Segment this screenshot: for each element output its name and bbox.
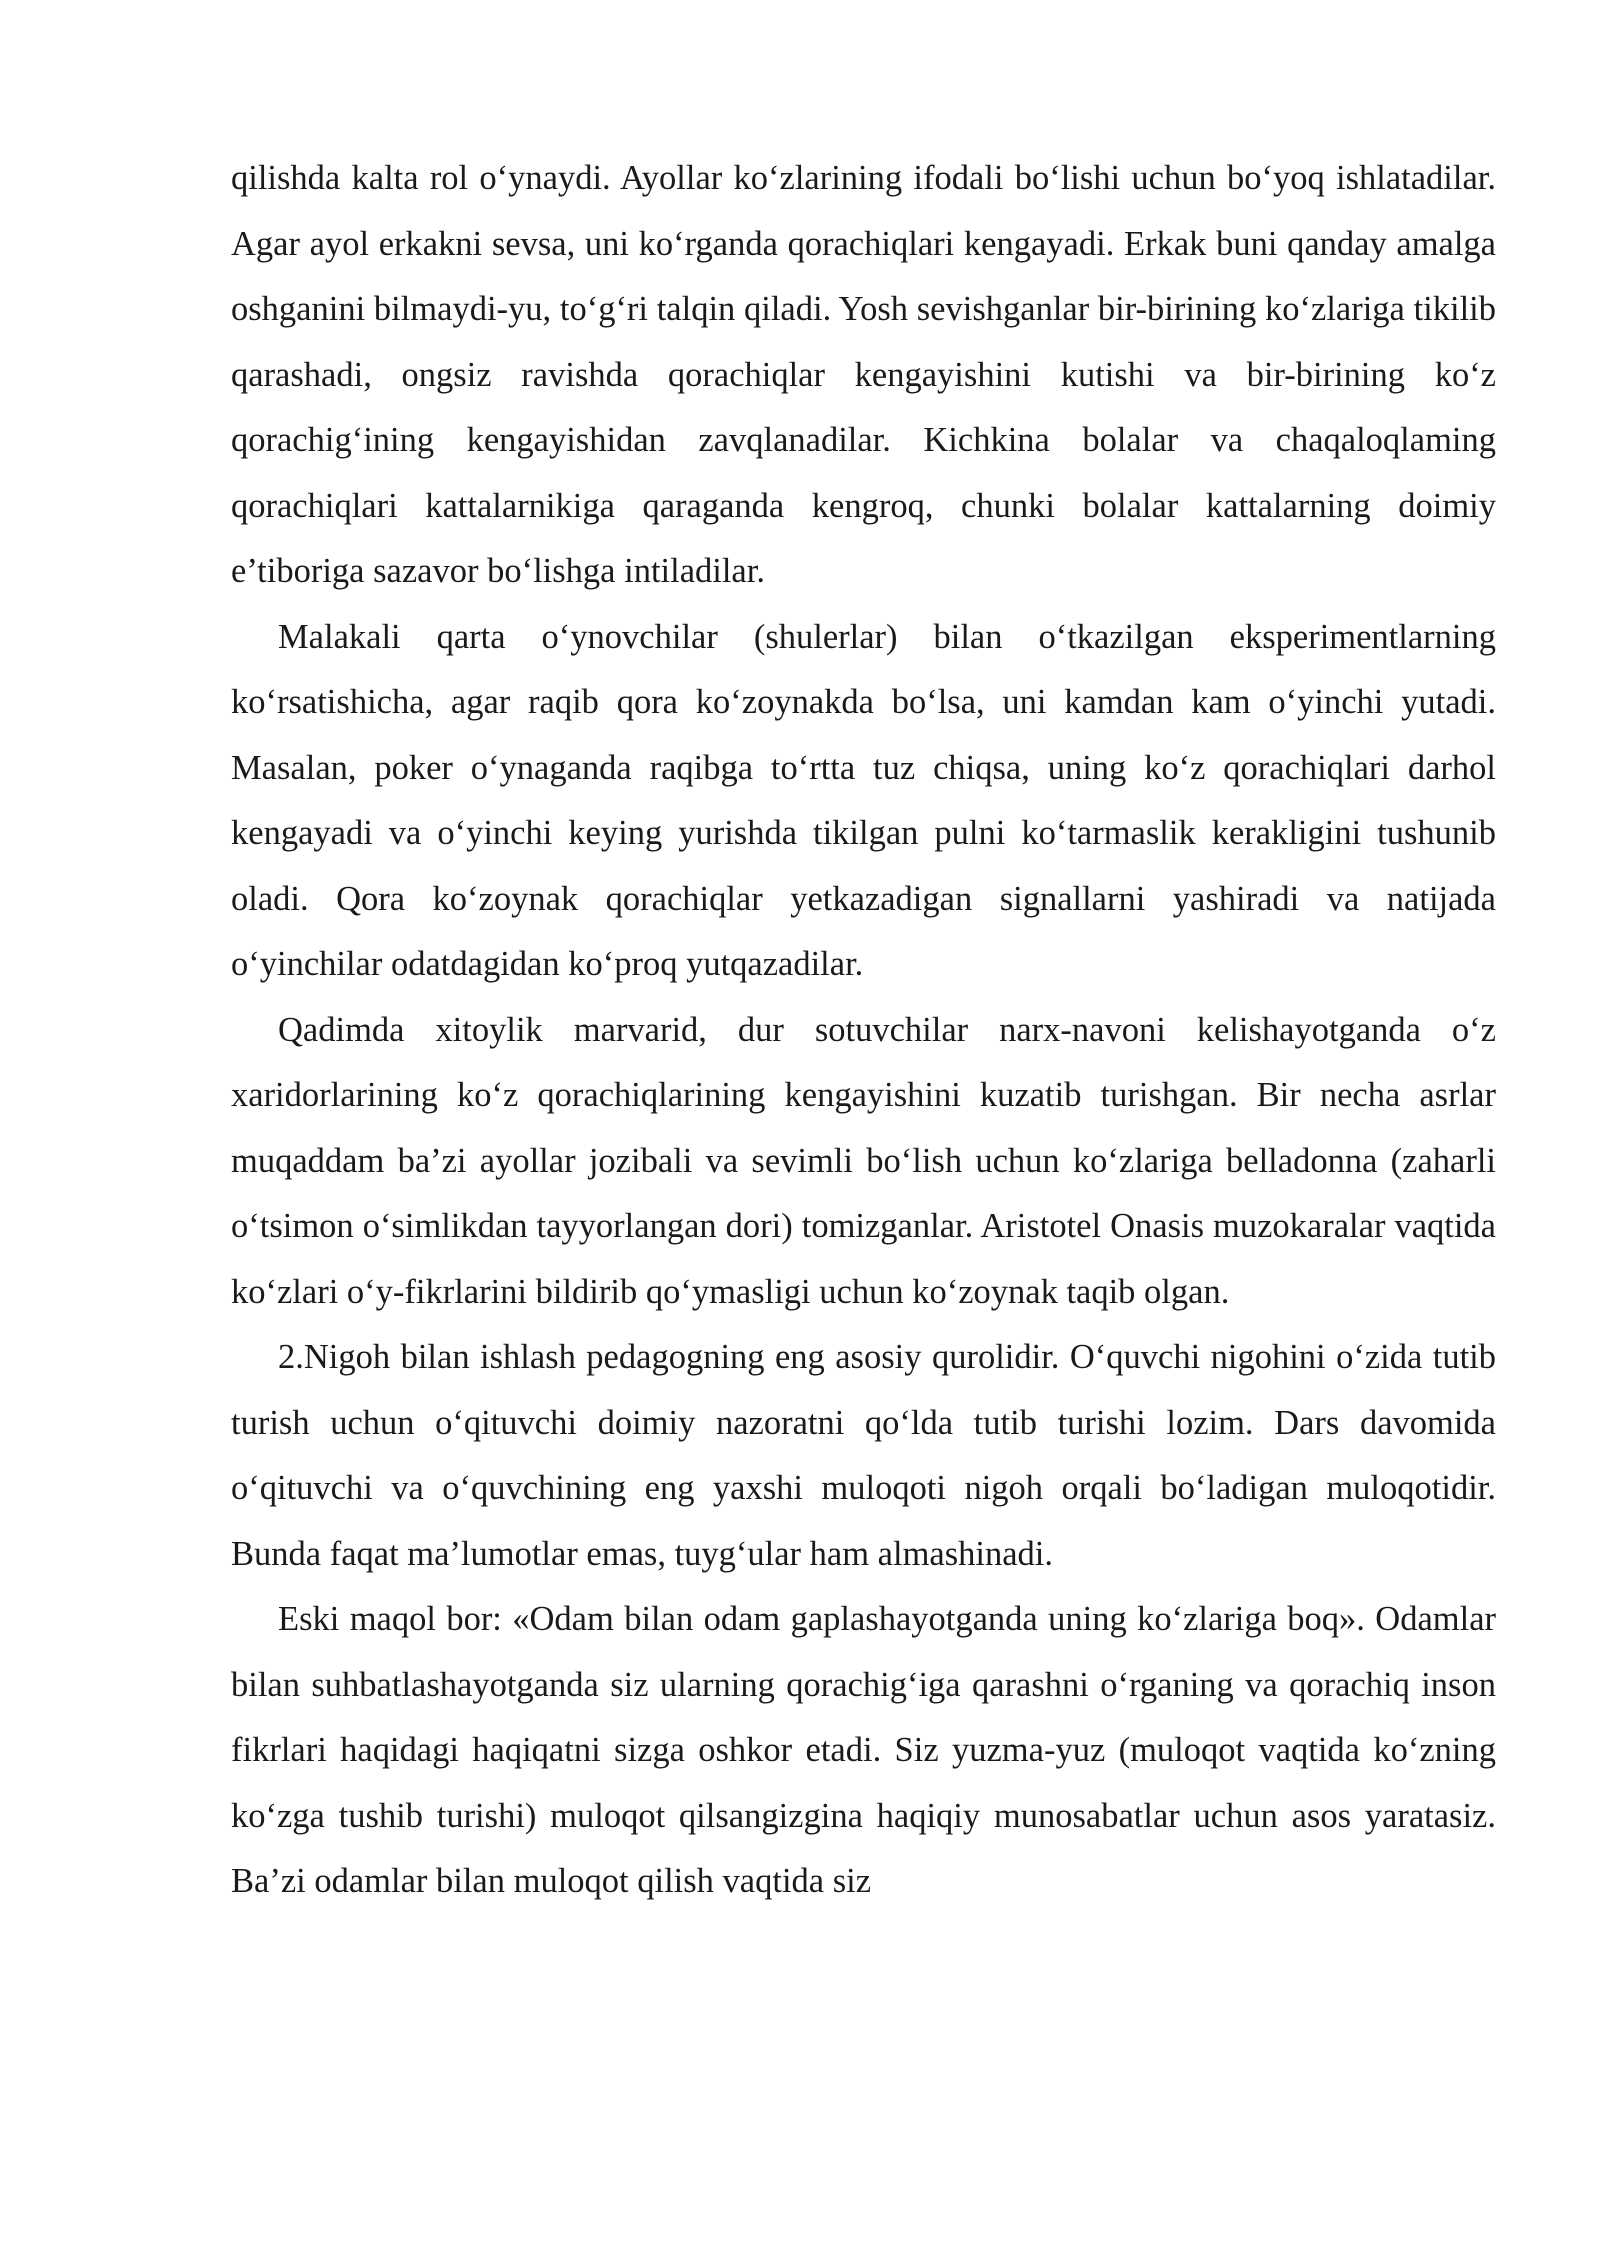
paragraph-4: 2.Nigoh bilan ishlash pedagogning eng asosiy qurolidir. O‘quvchi nigohini o‘zida tutib turish uchun o‘qituvchi doimiy nazoratni qo‘lda tutib turishi lozim. Dars davomida o‘qituvchi va o‘quvchining eng yaxshi muloqoti nigoh orqali bo‘ladigan muloqotidir. Bunda faqat ma’lumotlar emas, tuyg‘ular ham almashinadi. — [231, 1338, 1496, 1573]
document-page — [231, 146, 1496, 1915]
paragraph-5: Eski maqol bor: «Odam bilan odam gaplashayotganda uning ko‘zlariga boq». Odamlar bilan suhbatlashayotganda siz ularning qorachig‘iga qarashni o‘rganing va qorachiq inson fikrlari haqidagi haqiqatni sizga oshkor etadi. Siz yuzma-yuz (muloqot vaqtida ko‘zning ko‘zga tushib turishi) muloqot qilsangizgina haqiqiy munosabatlar uchun asos yaratasiz. Ba’zi odamlar bilan muloqot qilish vaqtida siz — [231, 1600, 1496, 1900]
paragraph-2: Malakali qarta o‘ynovchilar (shulerlar) bilan o‘tkazilgan eksperimentlarning ko‘rsatishicha, agar raqib qora ko‘zoynakda bo‘lsa, uni kamdan kam o‘yinchi yutadi. Masalan, poker o‘ynaganda raqibga to‘rtta tuz chiqsa, uning ko‘z qorachiqlari darhol kengayadi va o‘yinchi keying yurishda tikilgan pulni ko‘tarmaslik kerakligini tushunib oladi. Qora ko‘zoynak qorachiqlar yetkazadigan signallarni yashiradi va natijada o‘yinchilar odatdagidan ko‘proq yutqazadilar. — [231, 617, 1496, 983]
paragraph-1: qilishda kalta rol o‘ynaydi. Ayollar ko‘zlarining ifodali bo‘lishi uchun bo‘yoq ishlatadilar. Agar ayol erkakni sevsa, uni ko‘rganda qorachiqlari kengayadi. Erkak buni qanday amalga oshganini bilmaydi-yu, to‘g‘ri talqin qiladi. Yosh sevishganlar bir-birining ko‘zlariga tikilib qarashadi, ongsiz ravishda qorachiqlar kengayishini kutishi va bir-birining ko‘z qorachig‘ining kengayishidan zavqlanadilar. Kichkina bolalar va chaqaloqlaming qorachiqlari kattalarnikiga qaraganda kengroq, chunki bolalar kattalarning doimiy e’tiboriga sazavor bo‘lishga intiladilar. — [231, 159, 1496, 590]
paragraph-3: Qadimda xitoylik marvarid, dur sotuvchilar narx-navoni kelishayotganda o‘z xaridorlarining ko‘z qorachiqlarining kengayishini kuzatib turishgan. Bir necha asrlar muqaddam ba’zi ayollar jozibali va sevimli bo‘lish uchun ko‘zlariga belladonna (zaharli o‘tsimon o‘simlikdan tayyorlangan dori) tomizganlar. Aristotel Onasis muzokaralar vaqtida ko‘zlari o‘y-fikrlarini bildirib qo‘ymasligi uchun ko‘zoynak taqib olgan. — [231, 1010, 1496, 1311]
